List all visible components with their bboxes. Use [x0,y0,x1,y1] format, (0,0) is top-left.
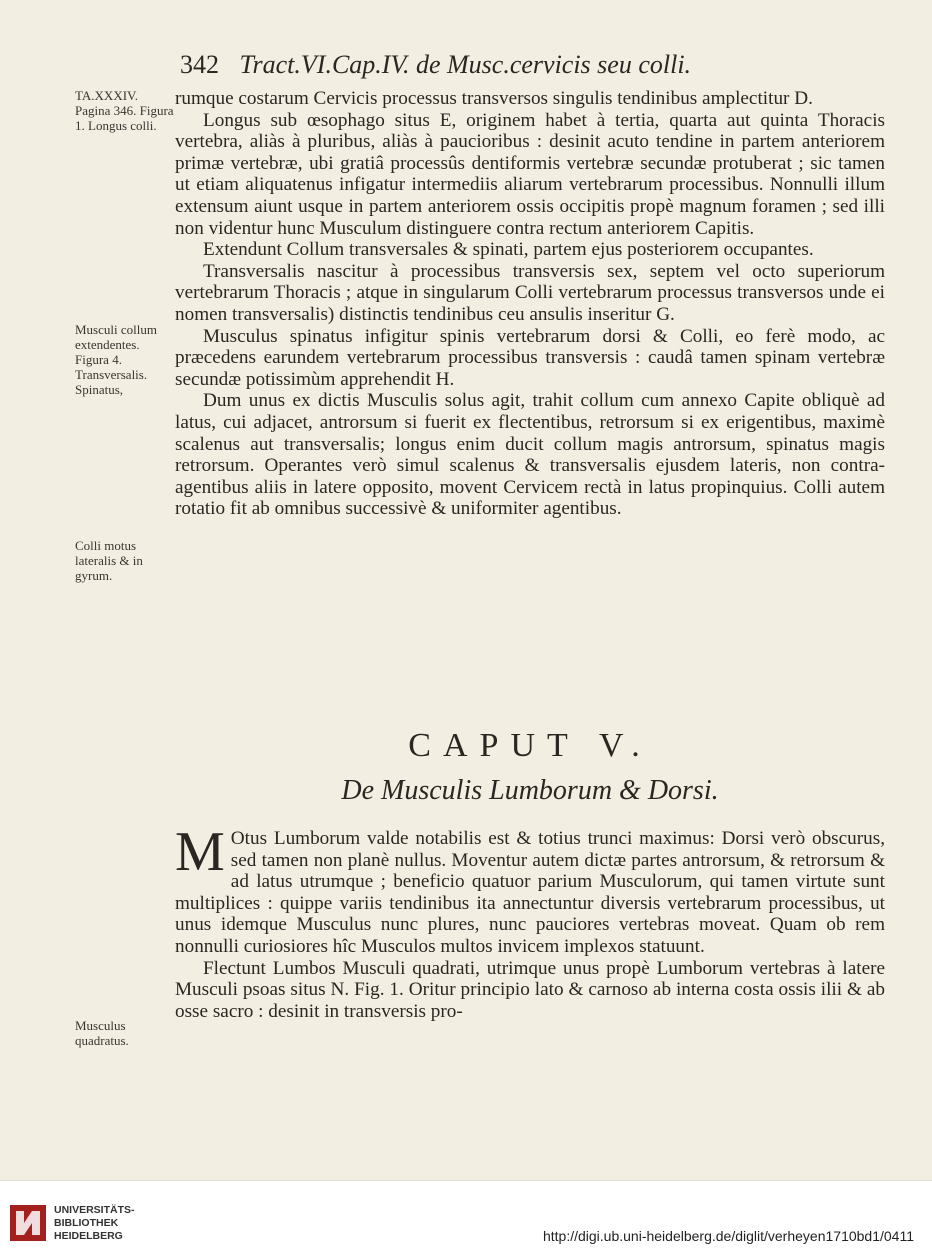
paragraph-transversalis: Transversalis nascitur à processibus transversis sex, septem vel octo superiorum vertebrarum Thoracis ; atque in singularum Colli vertebrarum processus transversos unde ei nomen transversalis) distinctis tendinibus ceu ansulis inseritur G. [175,260,885,325]
margin-note-quadratus: Musculus quadratus. [75,1018,129,1048]
margin-note-longus: TA.XXXIV. Pagina 346. Figura 1. Longus colli. [75,88,174,133]
university-logo-icon [10,1205,46,1241]
library-line-2: BIBLIOTHEK [54,1217,119,1229]
library-name [54,1204,135,1243]
page-number: 342 [180,50,219,79]
chapter-heading: CAPUT V. [408,727,652,764]
paragraph-quadrati: Flectunt Lumbos Musculi quadrati, utrimque unus propè Lumborum vertebras à latere Musculi psoas situs N. Fig. 1. Oritur principio lato & carnoso ab interna costa ossis ilii & ab osse sacro : desinit in transversis pro- [175,957,885,1022]
paragraph-colli-motus: Dum unus ex dictis Musculis solus agit, trahit collum cum annexo Capite obliquè ad latus, cui adjacet, antrorsum si fuerit ex flectentibus, retrorsum si ex erigentibus, maximè scalenus aut transversalis; longus enim ducit collum magis antrorsum, spinatus magis retrorsum. Operantes verò simul scalenus & transversalis ejusdem lateris, non contra-agentibus aliis in latere opposito, movent Cervicem rectà in latus propinquius. Colli autem rotatio fit ab omnibus successivè & uniformiter agentibus. [175,390,885,520]
paragraph-spinatus: Musculus spinatus infigitur spinis vertebrarum dorsi & Colli, eo ferè modo, ac præcedens earundem vertebrarum processibus transversis : caudâ tamen spinam vertebræ secundæ potissimùm apprehendit H. [175,325,885,390]
chapter-subtitle: De Musculis Lumborum & Dorsi. [341,775,719,806]
paragraph-motus-text: Otus Lumborum valde notabilis est & totius trunci maximus: Dorsi verò obscurus, sed tamen non planè nullus. Moventur autem dictæ partes antrorsum, & retrorsum & ad latus utrumque ; beneficio quatuor parium Musculorum, qui tamen virtute sunt multiplices : quippe variis tendinibus ita annectuntur diversis vertebrarum processibus, ut unus idemque Musculus nunc plures, nunc pauciores vertebras moveat. Quam ob rem nonnulli curiosiores hîc Musculos multos invicem implexos statuunt. [175,828,885,957]
margin-note-colli-motus: Colli motus lateralis & in gyrum. [75,538,143,583]
paragraph-motus-lumborum [175,821,885,958]
margin-note-extendentes: Musculi collum extendentes. Figura 4. Transversalis. Spinatus, [75,322,157,397]
body-text-lower [175,821,885,1022]
library-line-3: HEIDELBERG [54,1230,123,1242]
paragraph-1: rumque costarum Cervicis processus transversos singulis tendinibus amplectitur D. [175,88,813,109]
paragraph-longus: Longus sub œsophago situs E, originem habet à tertia, quarta aut quinta Thoracis vertebra, aliàs à pluribus, aliàs à paucioribus : desinit acuto tendine in partem anteriorem primæ vertebræ, ubi gratiâ processûs dentiformis vertebræ secundæ protuberat ; sic tamen ut etiam aliquatenus infigatur intermediis aliarum vertebrarum processibus. Nonnulli illum extensum aiunt usque in partem anteriorem ossis occipitis propè magnum foramen ; sed illi non videntur hunc Musculum distinguere contra rectum anteriorem Capitis. [175,109,885,239]
paragraph-extendunt: Extendunt Collum transversales & spinati, partem ejus posteriorem occupantes. [203,239,814,261]
body-text-upper [175,88,885,520]
library-line-1: UNIVERSITÄTS- [54,1204,135,1216]
source-url-link[interactable]: http://digi.ub.uni-heidelberg.de/diglit/verheyen1710bd1/0411 [542,1228,914,1244]
drop-cap: M [175,821,225,883]
running-head [180,50,900,80]
footer-bar [0,1180,932,1259]
running-title: Tract.VI.Cap.IV. de Musc.cervicis seu colli. [239,50,692,79]
